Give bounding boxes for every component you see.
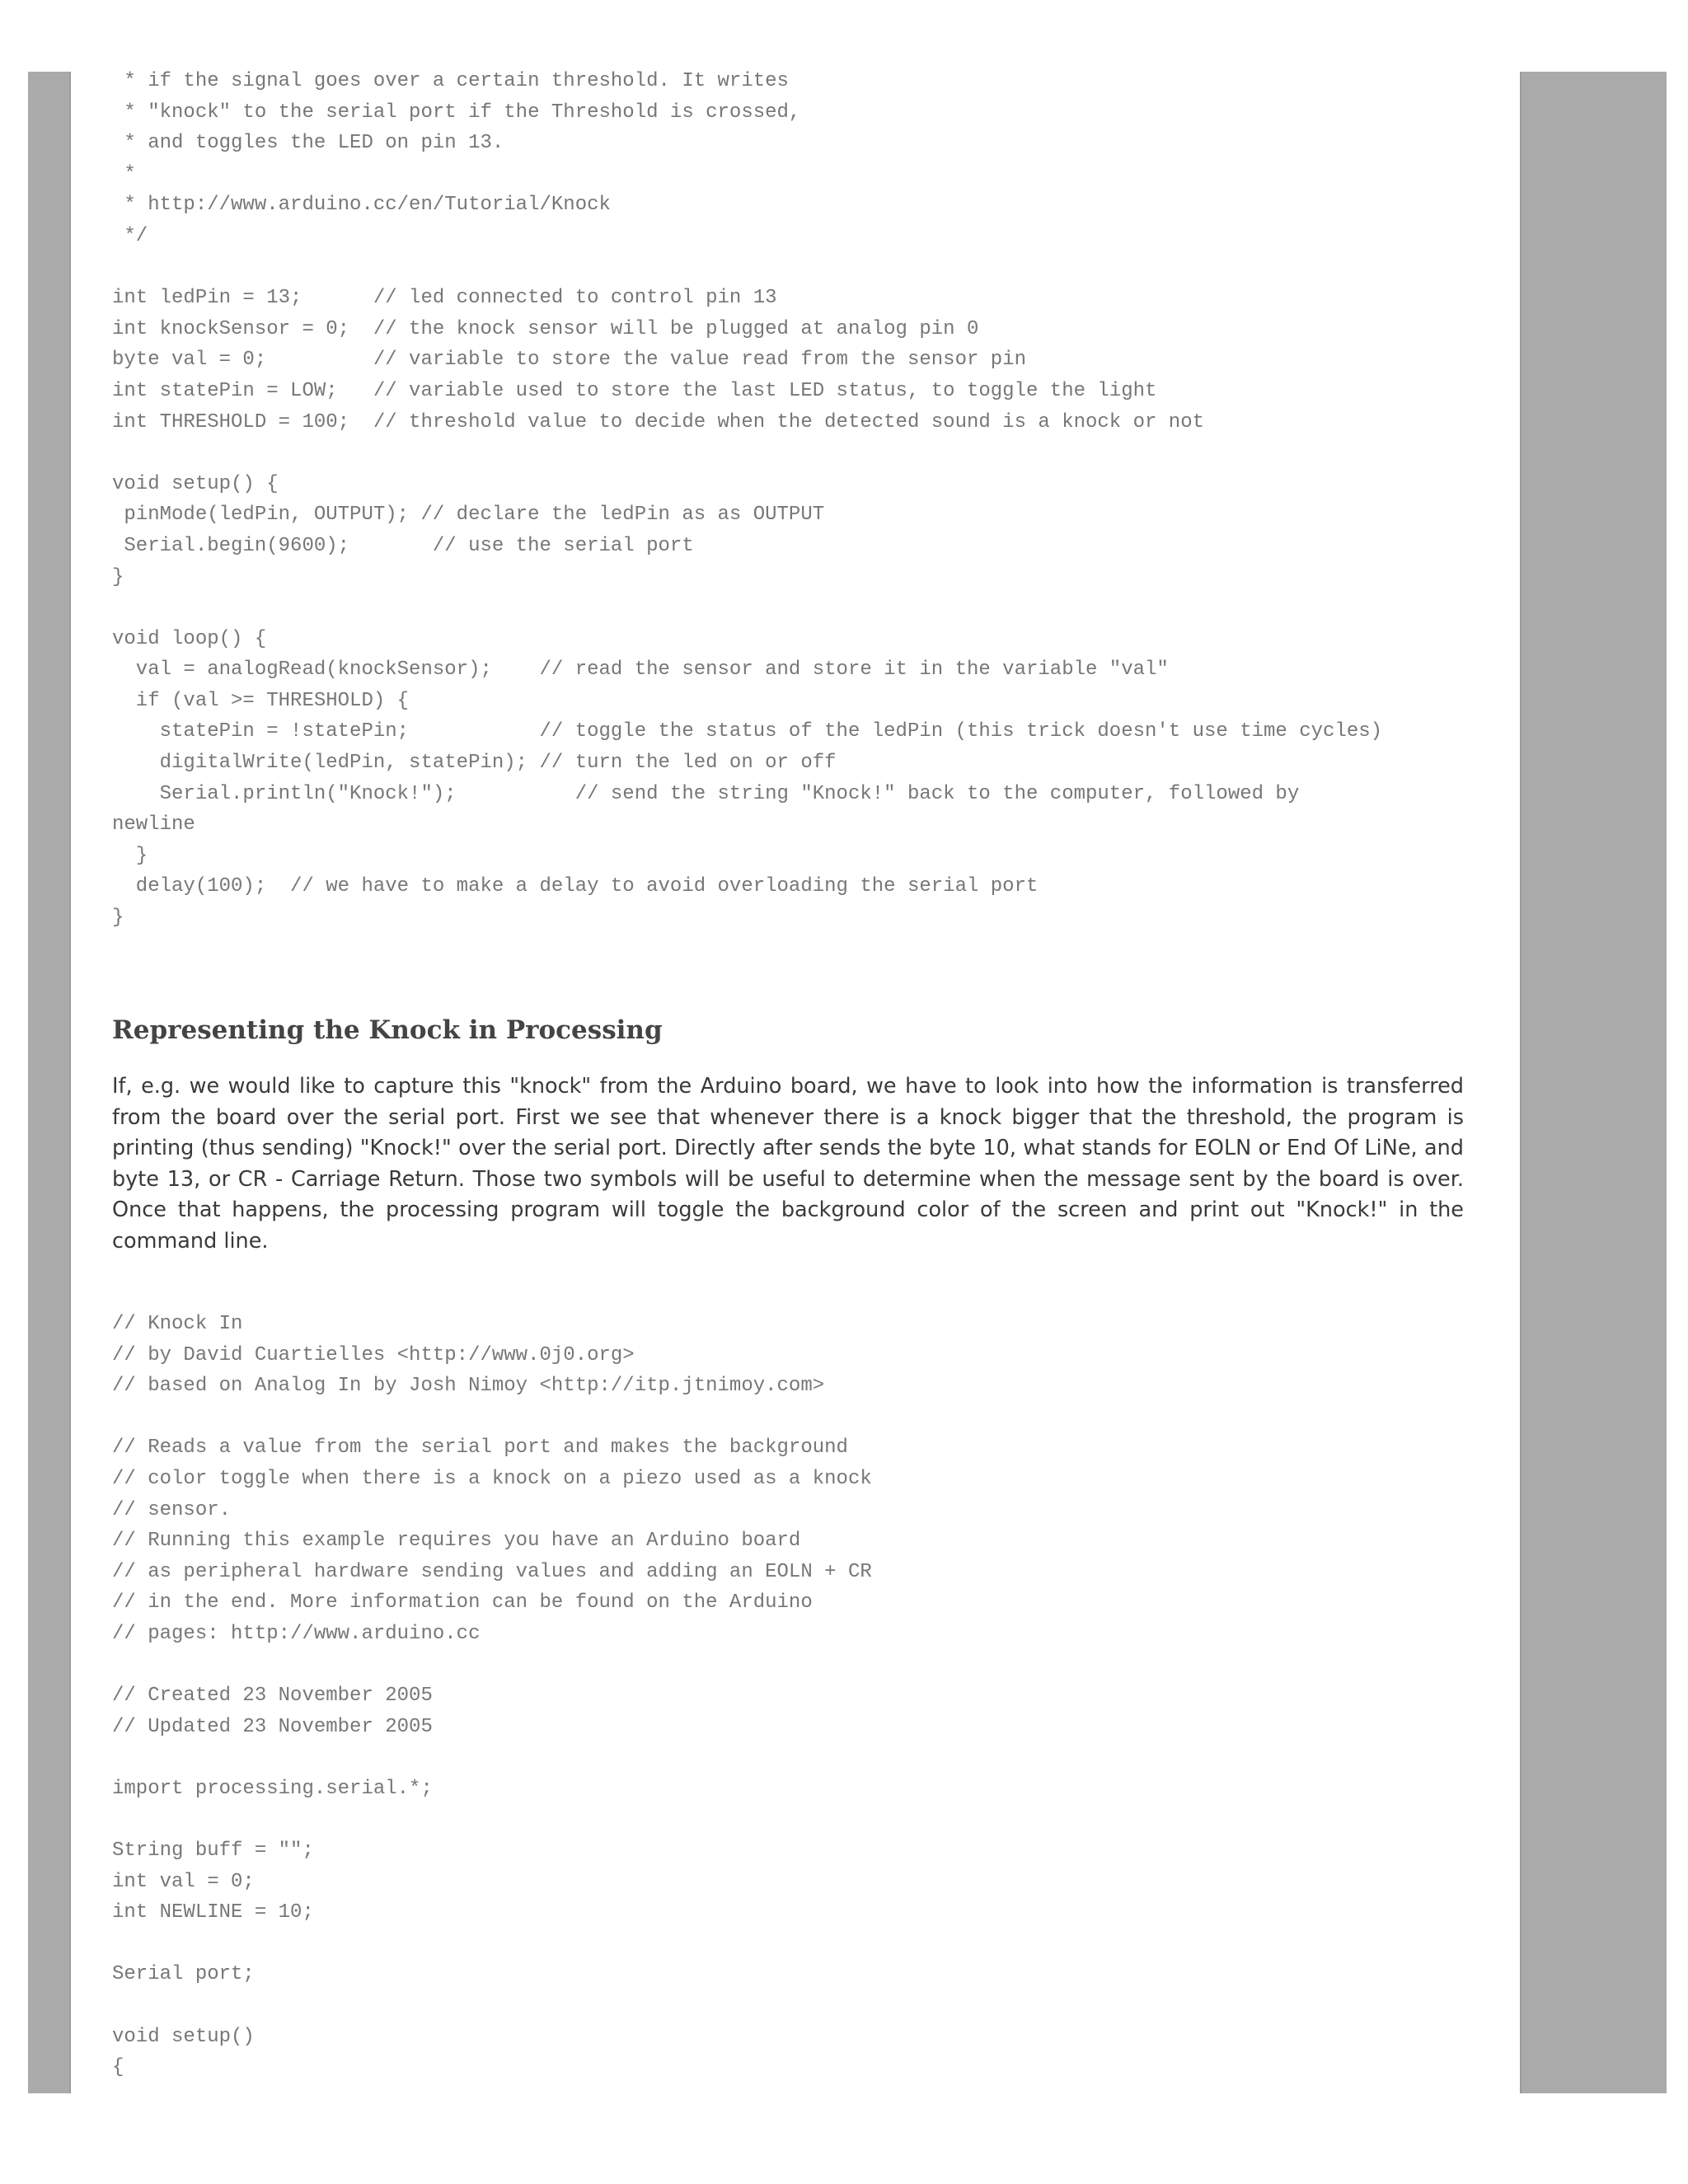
arduino-code-block: * if the signal goes over a certain threshold. It writes * "knock" to the serial port if the Threshold is crossed, * and toggles the LED on pin 13. * * http://www.arduino.cc/en/Tutorial/Knock */ int ledPin = 13; // led connected to control pin 13 int knockSensor = 0; // the knock sensor will be plugged at analog pin 0 byte val = 0; // variable to store the value read from the sensor pin int statePin = LOW; // variable used to store the last LED status, to toggle the light int THRESHOLD = 100; // threshold value to decide when the detected sound is a knock or not void setup() { pinMode(ledPin, OUTPUT); // declare the ledPin as as OUTPUT Serial.begin(9600); // use the serial port } void loop() { val = analogRead(knockSensor); // read the sensor and store it in the variable "val" if (val >= THRESHOLD) { statePin = !statePin; // toggle the status of the ledPin (this trick doesn't use time cycles) digitalWrite(ledPin, statePin); // turn the led on or off Serial.println("Knock!"); // send the string "Knock!" back to the computer, followed by newline } delay(100); // we have to make a delay to avoid overloading the serial port } <box>112 70 1383 930</box>
processing-code-block: // Knock In // by David Cuartielles <http://www.0j0.org> // based on Analog In by Josh Nimoy <http://itp.jtnimoy.com> // Reads a value from the serial port and makes the background // color toggle when there is a knock on a piezo used as a knock // sensor. // Running this example requires you have an Arduino board // as peripheral hardware sending values and adding an EOLN + CR // in the end. More information can be found on the Arduino // pages: http://www.arduino.cc // Created 23 November 2005 // Updated 23 November 2005 import processing.serial.*; String buff = ""; int val = 0; int NEWLINE = 10; Serial port; void setup() { <box>112 1313 872 2079</box>
left-margin-bar <box>28 72 71 2093</box>
body-paragraph: If, e.g. we would like to capture this "knock" from the Arduino board, we have to look into how the information is transferred from the board over the serial port. First we see that whenever there is a knock bigger that the threshold, the program is printing (thus sending) "Knock!" over the serial port. Directly after sends the byte 10, what stands for EOLN or End Of LiNe, and byte 13, or CR - Carriage Return. Those two symbols will be useful to determine when the message sent by the board is over. Once that happens, the processing program will toggle the background color of the screen and print out "Knock!" in the command line. <box>112 1074 1464 1254</box>
right-margin-bar <box>1520 72 1667 2093</box>
section-heading: Representing the Knock in Processing <box>112 1015 663 1045</box>
